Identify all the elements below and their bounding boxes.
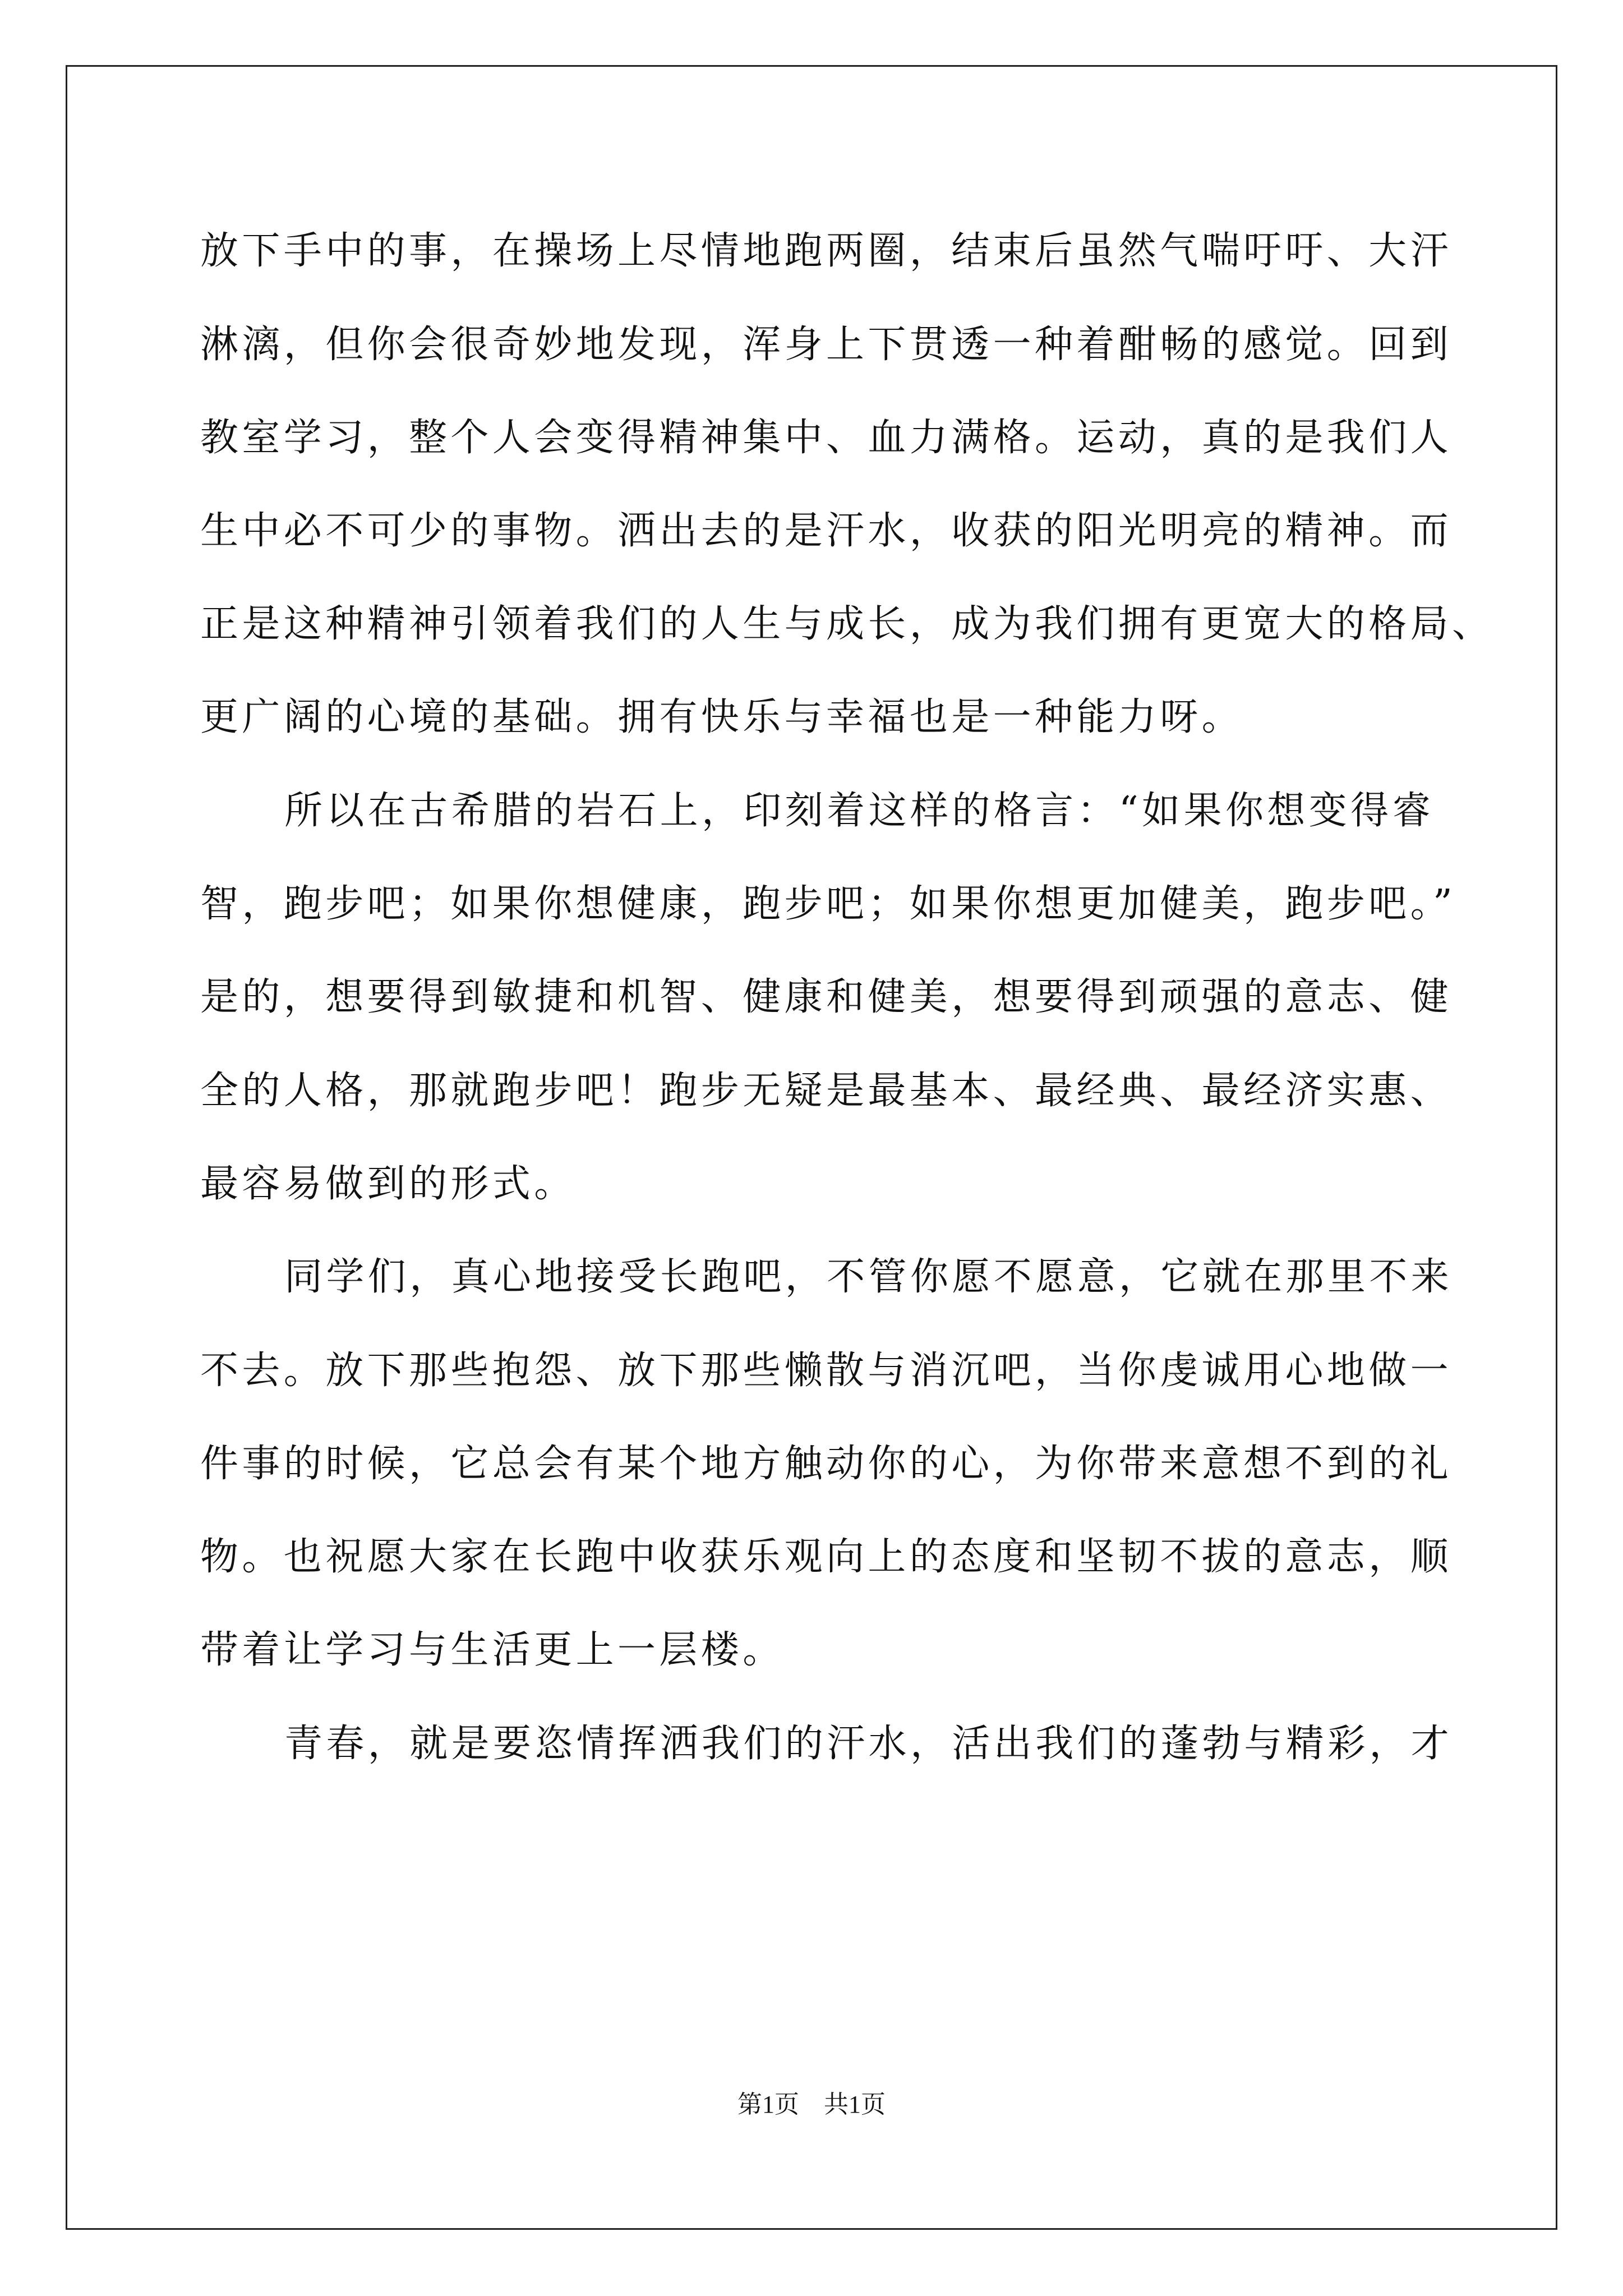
text-line: 带着让学习与生活更上一层楼。 (200, 1628, 785, 1672)
text-line: 教室学习，整个人会变得精神集中、血力满格。运动，真的是我们人 (200, 416, 1453, 460)
page-border (66, 65, 1557, 2230)
paragraph-first-line: 青春，就是要恣情挥洒我们的汗水，活出我们的蓬勃与精彩，才 (284, 1722, 1453, 1766)
text-line: 智，跑步吧；如果你想健康，跑步吧；如果你想更加健美，跑步吧。” (200, 882, 1456, 926)
text-line: 更广阔的心境的基础。拥有快乐与幸福也是一种能力呀。 (200, 695, 1244, 739)
text-line: 最容易做到的形式。 (200, 1162, 576, 1206)
paragraph-first-line: 所以在古希腊的岩石上，印刻着这样的格言：“如果你想变得睿 (284, 789, 1434, 833)
text-line: 淋漓，但你会很奇妙地发现，浑身上下贯透一种着酣畅的感觉。回到 (200, 323, 1453, 367)
paragraph-first-line: 同学们，真心地接受长跑吧，不管你愿不愿意，它就在那里不来 (284, 1255, 1453, 1299)
text-line: 全的人格，那就跑步吧！跑步无疑是最基本、最经典、最经济实惠、 (200, 1069, 1453, 1113)
text-line: 生中必不可少的事物。洒出去的是汗水，收获的阳光明亮的精神。而 (200, 509, 1453, 553)
text-line: 是的，想要得到敏捷和机智、健康和健美，想要得到顽强的意志、健 (200, 975, 1453, 1019)
text-line: 正是这种精神引领着我们的人生与成长，成为我们拥有更宽大的格局、 (200, 602, 1494, 646)
text-line: 件事的时候，它总会有某个地方触动你的心，为你带来意想不到的礼 (200, 1442, 1453, 1486)
text-line: 不去。放下那些抱怨、放下那些懒散与消沉吧，当你虔诚用心地做一 (200, 1349, 1453, 1393)
text-line: 物。也祝愿大家在长跑中收获乐观向上的态度和坚韧不拔的意志，顺 (200, 1535, 1453, 1579)
page-footer: 第1页 共1页 (737, 2091, 886, 2118)
text-line: 放下手中的事，在操场上尽情地跑两圈，结束后虽然气喘吁吁、大汗 (200, 229, 1453, 273)
